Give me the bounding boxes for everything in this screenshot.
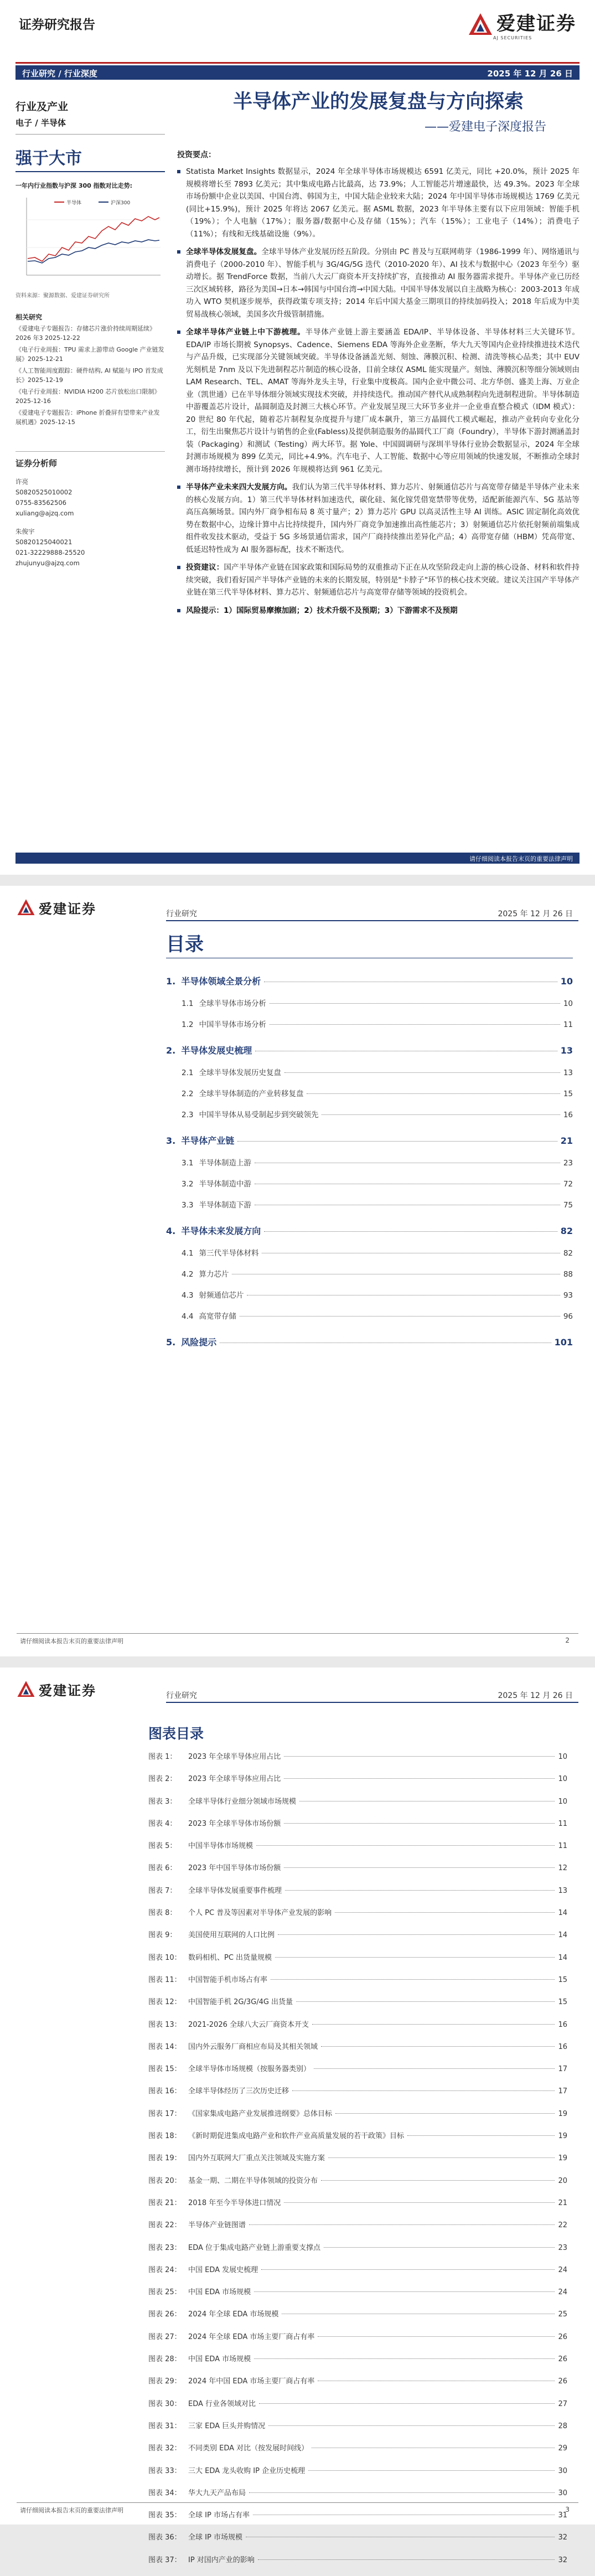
dot-leader xyxy=(308,2470,555,2471)
figure-list-entry[interactable] xyxy=(148,1885,567,1907)
dot-leader xyxy=(261,2269,555,2270)
figure-number: 图表 21： xyxy=(148,2198,182,2207)
figure-label: 中国 EDA 发展史梳理 xyxy=(188,2265,258,2274)
figure-number: 图表 24： xyxy=(148,2265,182,2274)
figure-number: 图表 2： xyxy=(148,1775,177,1784)
figure-label: 全球半导体行业细分领域市场规模 xyxy=(188,1797,297,1806)
related-research-item[interactable]: 《爱建电子专题报告：存储芯片涨价持续周期延续》2026 年3 2025-12-22 xyxy=(15,325,156,342)
brand-logo-icon xyxy=(17,898,35,917)
cover-main xyxy=(177,83,580,869)
dot-leader xyxy=(284,2202,555,2203)
figure-list-entry[interactable] xyxy=(148,2175,567,2197)
figure-page: 24 xyxy=(558,2288,567,2297)
figure-label: 2023 年全球半导体应用占比 xyxy=(188,1775,281,1784)
page-section-label: 行业研究 xyxy=(166,1691,197,1700)
figure-page: 32 xyxy=(558,2533,567,2542)
legal-notice: 请仔细阅读本报告末页的重要法律声明 xyxy=(20,2507,123,2514)
header-red-rule xyxy=(15,62,580,64)
figure-page: 13 xyxy=(558,1886,567,1895)
figure-page: 29 xyxy=(558,2444,567,2453)
bullet-text: 国产半导体产业链在国家政策和国际局势的双重推动下正在从攻坚阶段走向上游的核心设备、材料和软件持续突破，我们看好国产半导体产业链的未来的长期发展，特别是"卡脖子"环节的核心技术突破。建议关注国产半导体产业链在第三代半导体材料、算力芯片、射频通信芯片与高宽带存储等领域的投资机会。 xyxy=(186,563,580,597)
figure-page: 19 xyxy=(558,2109,567,2118)
figure-list-entry[interactable] xyxy=(148,1996,567,2018)
report-title: 半导体产业的发展复盘与方向探索 xyxy=(232,91,524,113)
bullet-square-icon xyxy=(177,566,180,569)
figure-label: 2023 年全球半导体市场份额 xyxy=(188,1819,281,1828)
brand-name: 爱建证券 xyxy=(39,901,96,917)
figure-label: 三大 EDA 龙头收购 IP 企业历史梳理 xyxy=(188,2466,306,2475)
figure-number: 图表 32： xyxy=(148,2444,182,2453)
dot-leader xyxy=(275,1957,555,1958)
figure-label: 半导体产业链图谱 xyxy=(188,2221,246,2230)
figure-list-entry[interactable] xyxy=(148,2063,567,2085)
figure-number: 图表 29： xyxy=(148,2377,182,2386)
toc-entry-section[interactable]: 4.4 高宽带存储 96 xyxy=(182,1312,573,1321)
figure-label: 数码相机、PC 出货量规模 xyxy=(188,1953,272,1962)
report-date: 2025 年 12 月 26 日 xyxy=(487,69,573,79)
figure-label: 全球 IP 市场占有率 xyxy=(188,2511,250,2520)
figure-number: 图表 10： xyxy=(148,1953,182,1962)
dot-leader xyxy=(284,1823,555,1824)
related-research-item[interactable]: 《电子行业周报：TPU 需求上游带动 Google 产业链发展》2025-12-21 xyxy=(15,346,164,363)
figure-label: 华大九天产品布局 xyxy=(188,2489,246,2497)
dot-leader xyxy=(321,2046,555,2047)
figure-list-entry[interactable] xyxy=(148,1974,567,1996)
figure-number: 图表 36： xyxy=(148,2533,182,2542)
analyst-phone: 021-32229888-25520 xyxy=(15,549,85,556)
figure-page: 30 xyxy=(558,2466,567,2475)
figure-page: 26 xyxy=(558,2377,567,2386)
table-of-contents xyxy=(166,969,573,1348)
legend-csi300: 沪深300 xyxy=(111,200,131,206)
key-point-bullet xyxy=(177,166,580,240)
dot-leader xyxy=(258,2559,555,2560)
figure-page: 26 xyxy=(558,2332,567,2341)
figure-number: 图表 9： xyxy=(148,1931,177,1940)
figure-number: 图表 31： xyxy=(148,2422,182,2430)
figure-page: 25 xyxy=(558,2310,567,2319)
analyst-name: 许亮 xyxy=(15,478,28,486)
toc-entry-section[interactable]: 1.1 全球半导体市场分析 10 xyxy=(182,999,573,1008)
figure-label: 全球半导体市场规模（按服务器类别） xyxy=(188,2065,311,2074)
figure-label: 2023 年中国半导体市场份额 xyxy=(188,1864,281,1873)
figure-page: 32 xyxy=(558,2556,567,2564)
figure-page: 24 xyxy=(558,2265,567,2274)
figure-list-entry[interactable] xyxy=(148,2085,567,2107)
brand-logo xyxy=(17,1680,96,1699)
figure-number: 图表 13： xyxy=(148,2020,182,2029)
figure-list-entry[interactable] xyxy=(148,2420,567,2442)
dot-leader xyxy=(335,1912,555,1913)
report-subtitle: ——爱建电子深度报告 xyxy=(424,120,546,134)
figure-list-entry[interactable] xyxy=(148,2375,567,2397)
figure-number: 图表 16： xyxy=(148,2087,182,2096)
dot-leader xyxy=(296,2001,555,2002)
toc-entry-section[interactable]: 2.3 中国半导体从易受制起步到突破领先 16 xyxy=(182,1111,573,1119)
figure-list-page xyxy=(0,1668,595,2564)
page-date: 2025 年 12 月 26 日 xyxy=(498,1691,573,1700)
figure-list-entry[interactable] xyxy=(148,1907,567,1929)
brand-tagline: AJ SECURITIES xyxy=(493,35,532,40)
figure-label: 中国半导体市场规模 xyxy=(188,1842,253,1851)
figure-number: 图表 1： xyxy=(148,1753,177,1761)
figure-label: 2024 年全球 EDA 市场规模 xyxy=(188,2310,279,2319)
figure-list-title: 图表目录 xyxy=(148,1726,204,1742)
dot-leader xyxy=(256,1845,555,1846)
mini-chart-source: 资料来源：聚源数据、爱建证券研究所 xyxy=(15,293,110,299)
bullet-lead: 风险提示：1）国际贸易摩擦加剧；2）技术升级不及预期；3）下游需求不及预期 xyxy=(186,606,458,615)
figure-list-entry[interactable] xyxy=(148,2554,567,2576)
figure-list-entry[interactable] xyxy=(148,2108,567,2130)
figure-number: 图表 22： xyxy=(148,2221,182,2230)
analyst-phone: 0755-83562506 xyxy=(15,499,66,507)
analyst-heading: 证券分析师 xyxy=(15,451,165,469)
figure-page: 14 xyxy=(558,1931,567,1940)
toc-entry-section[interactable]: 4.1 第三代半导体材料 82 xyxy=(182,1249,573,1258)
header-rule xyxy=(166,1702,578,1703)
dot-leader xyxy=(321,2180,555,2181)
figure-list-entry[interactable] xyxy=(148,2465,567,2487)
figure-number: 图表 5： xyxy=(148,1842,177,1851)
page-date: 2025 年 12 月 26 日 xyxy=(498,910,573,918)
toc-entry-section[interactable]: 3.1 半导体制造上游 23 xyxy=(182,1159,573,1168)
brand-logo xyxy=(17,898,96,917)
figure-page: 11 xyxy=(558,1842,567,1851)
analyst-cert: S0820125040021 xyxy=(15,538,73,546)
report-cover-page xyxy=(0,0,595,875)
bullet-lead: 全球半导体产业链上中下游梳理。 xyxy=(186,328,306,337)
page-number: 3 xyxy=(565,2506,570,2513)
bullet-lead: 全球半导体发展复盘。 xyxy=(186,247,262,256)
figure-label: 2021-2026 全球八大云厂商资本开支 xyxy=(188,2020,309,2029)
figure-list-entry[interactable] xyxy=(148,2041,567,2063)
figure-list-entry[interactable] xyxy=(148,1862,567,1884)
figure-label: 不同类别 EDA 对比（按发展时间线） xyxy=(188,2444,309,2453)
figure-list-entry[interactable] xyxy=(148,1751,567,1773)
analyst-card xyxy=(15,526,165,569)
analyst-cert: S0820525010002 xyxy=(15,488,73,496)
figure-page: 14 xyxy=(558,1953,567,1962)
bullet-text: Statista Market Insights 数据显示，2024 年全球半导体市场规模达 6591 亿美元，同比 +20.0%，预计 2025 年规模将增长至 7893 亿美元；其中集成电路占比最高，达 73.9%；人工智能芯片增速最快，达 49.3%。2023 年全球市场份额中企业以美国、中国台湾、韩国为主，中国大陆企业较来大陆；2024 年中国半导体市场规模达 1769 亿美元(同比+15.9%)，预计 2025 年将达 2067 亿美元。据 ASML 数据，2023 年半导体主要有以下应用领域：智能手机（19%）；个人电脑（17%）；服务器/数据中心及存储（15%）；汽车（15%）；工业电子（14%）；消费电子（11%）；有线和无线基础设施（9%）。 xyxy=(186,167,580,239)
dot-leader xyxy=(407,2135,555,2136)
toc-entry-chapter[interactable]: 5. 风险提示 101 xyxy=(166,1337,573,1348)
figure-list xyxy=(148,1751,567,2576)
related-research-heading: 相关研究 xyxy=(15,313,43,321)
analyst-name: 朱俊宇 xyxy=(15,528,35,535)
figure-label: 《新时期促进集成电路产业和软件产业高质量发展的若干政策》目标 xyxy=(188,2132,405,2141)
toc-entry-section[interactable]: 3.3 半导体制造下游 75 xyxy=(182,1201,573,1210)
brand-name: 爱建证券 xyxy=(39,1682,96,1699)
figure-label: 2024 年全球 EDA 市场主要厂商占有率 xyxy=(188,2332,315,2341)
figure-label: 2023 年全球半导体应用占比 xyxy=(188,1753,281,1761)
toc-entry-chapter[interactable]: 3. 半导体产业链 21 xyxy=(166,1135,573,1146)
sector-sub: 电子 / 半导体 xyxy=(15,117,165,135)
figure-page: 17 xyxy=(558,2065,567,2074)
toc-page xyxy=(0,886,595,1656)
figure-list-entry[interactable] xyxy=(148,2331,567,2353)
figure-list-entry[interactable] xyxy=(148,2286,567,2308)
figure-list-entry[interactable] xyxy=(148,2197,567,2219)
figure-number: 图表 33： xyxy=(148,2466,182,2475)
figure-number: 图表 6： xyxy=(148,1864,177,1873)
dot-leader xyxy=(284,1867,555,1868)
figure-number: 图表 20： xyxy=(148,2176,182,2185)
related-research-item[interactable]: 《人工智能周度跟踪：硬件结构, AI 赋能与 IPO 首发成长》2025-12-19 xyxy=(15,367,163,384)
figure-label: 三家 EDA 巨头并购情况 xyxy=(188,2422,266,2430)
toc-entry-section[interactable]: 4.2 算力芯片 88 xyxy=(182,1270,573,1279)
toc-entry-chapter[interactable]: 2. 半导体发展史梳理 13 xyxy=(166,1045,573,1056)
figure-number: 图表 19： xyxy=(148,2154,182,2163)
analyst-email[interactable]: xuliang@ajzq.com xyxy=(15,509,74,517)
legal-notice: 请仔细阅读本报告末页的重要法律声明 xyxy=(20,1638,123,1645)
figure-list-entry[interactable] xyxy=(148,2264,567,2286)
figure-page: 30 xyxy=(558,2489,567,2497)
figure-label: 中国智能手机市场占有率 xyxy=(188,1975,268,1984)
figure-page: 20 xyxy=(558,2176,567,2185)
toc-entry-section[interactable]: 2.1 全球半导体发展历史复盘 13 xyxy=(182,1068,573,1077)
bullet-square-icon xyxy=(177,486,180,489)
key-point-bullet xyxy=(177,605,580,617)
figure-page: 27 xyxy=(558,2399,567,2408)
figure-page: 22 xyxy=(558,2221,567,2230)
figure-page: 15 xyxy=(558,1998,567,2007)
cover-header xyxy=(0,0,595,61)
cover-sidebar xyxy=(15,83,165,869)
figure-number: 图表 23： xyxy=(148,2243,182,2252)
figure-page: 31 xyxy=(558,2511,567,2520)
figure-page: 14 xyxy=(558,1909,567,1918)
brand-logo xyxy=(468,8,576,41)
analyst-card xyxy=(15,477,165,519)
brand-logo-icon xyxy=(468,12,493,37)
brand-name: 爱建证券 xyxy=(496,13,576,35)
figure-list-entry[interactable] xyxy=(148,1818,567,1840)
figure-label: 全球 IP 市场规模 xyxy=(188,2533,242,2542)
figure-number: 图表 26： xyxy=(148,2310,182,2319)
index-comparison-chart xyxy=(15,192,165,286)
figure-label: 中国智能手机 2G/3G/4G 出货量 xyxy=(188,1998,293,2007)
figure-label: 基金一期、二期在半导体领域的投资分布 xyxy=(188,2176,318,2185)
figure-page: 15 xyxy=(558,1975,567,1984)
figure-list-entry[interactable] xyxy=(148,2398,567,2420)
figure-list-entry[interactable] xyxy=(148,2509,567,2531)
dot-leader xyxy=(249,2224,555,2225)
footer-rule xyxy=(17,1633,578,1634)
toc-title: 目录 xyxy=(166,933,204,956)
dot-leader xyxy=(254,2358,555,2359)
figure-label: 国内外互联网大厂重点关注领域及实施方案 xyxy=(188,2154,325,2163)
key-point-bullet xyxy=(177,326,580,476)
figure-number: 图表 37： xyxy=(148,2556,182,2564)
report-type-label: 证券研究报告 xyxy=(19,18,95,32)
header-rule xyxy=(166,920,578,921)
bullet-square-icon xyxy=(177,170,180,173)
cover-footer xyxy=(15,853,580,864)
figure-page: 28 xyxy=(558,2422,567,2430)
related-research-item[interactable]: 《爱建电子专题报告：iPhone 折叠屏有望带来产业发展机遇》2025-12-15 xyxy=(15,409,160,426)
figure-number: 图表 8： xyxy=(148,1909,177,1918)
toc-entry-section[interactable]: 3.2 半导体制造中游 72 xyxy=(182,1180,573,1189)
figure-number: 图表 7： xyxy=(148,1886,177,1895)
figure-list-entry[interactable] xyxy=(148,2353,567,2375)
bullet-square-icon xyxy=(177,331,180,334)
related-research-item[interactable]: 《电子行业周报：NVIDIA H200 芯片放松出口限制》2025-12-16 xyxy=(15,388,161,405)
dot-leader xyxy=(314,2068,555,2069)
dot-leader xyxy=(324,2247,555,2248)
dot-leader xyxy=(284,1756,555,1757)
figure-page: 23 xyxy=(558,2243,567,2252)
figure-list-entry[interactable] xyxy=(148,1795,567,1818)
figure-list-entry[interactable] xyxy=(148,2219,567,2241)
investment-rating: 强于大市 xyxy=(15,144,165,172)
toc-entry-section[interactable]: 1.2 中国半导体市场分析 11 xyxy=(182,1020,573,1029)
toc-entry-section[interactable]: 4.3 射频通信芯片 93 xyxy=(182,1291,573,1300)
category-band xyxy=(15,65,580,80)
sector-label: 行业及产业 xyxy=(15,101,69,113)
toc-entry-chapter[interactable]: 1. 半导体领域全景分析 10 xyxy=(166,976,573,987)
figure-list-entry[interactable] xyxy=(148,1840,567,1862)
figure-number: 图表 35： xyxy=(148,2511,182,2520)
dot-leader xyxy=(318,2336,555,2337)
figure-page: 21 xyxy=(558,2198,567,2207)
key-points-heading: 投资要点： xyxy=(177,151,216,159)
figure-list-entry[interactable] xyxy=(148,2487,567,2509)
dot-leader xyxy=(284,1778,555,1779)
dot-leader xyxy=(312,2024,555,2025)
toc-entry-chapter[interactable]: 4. 半导体未来发展方向 82 xyxy=(166,1226,573,1236)
figure-number: 图表 28： xyxy=(148,2355,182,2364)
figure-list-entry[interactable] xyxy=(148,1929,567,1951)
bullet-lead: 投资建议： xyxy=(186,563,224,572)
figure-page: 10 xyxy=(558,1775,567,1784)
legal-notice: 请仔细阅读本报告末页的重要法律声明 xyxy=(469,855,573,863)
figure-number: 图表 3： xyxy=(148,1797,177,1806)
mini-chart-title: 一年内行业指数与沪深 300 指数对比走势: xyxy=(15,182,133,189)
key-point-bullet xyxy=(177,246,580,321)
figure-label: 个人 PC 普及等因素对半导体产业发展的影响 xyxy=(188,1909,332,1918)
figure-label: EDA 位于集成电路产业链上游重要支撑点 xyxy=(188,2243,321,2252)
figure-page: 11 xyxy=(558,1819,567,1828)
figure-number: 图表 18： xyxy=(148,2132,182,2141)
figure-list-entry[interactable] xyxy=(148,1773,567,1795)
dot-leader xyxy=(249,2492,555,2493)
figure-page: 10 xyxy=(558,1753,567,1761)
dot-leader xyxy=(278,1934,555,1935)
figure-list-entry[interactable] xyxy=(148,2242,567,2264)
figure-list-entry[interactable] xyxy=(148,2308,567,2330)
figure-page: 19 xyxy=(558,2132,567,2141)
dot-leader xyxy=(271,1979,555,1980)
figure-number: 图表 12： xyxy=(148,1998,182,2007)
figure-page: 17 xyxy=(558,2087,567,2096)
figure-list-entry[interactable] xyxy=(148,2130,567,2152)
figure-number: 图表 30： xyxy=(148,2399,182,2408)
figure-list-entry[interactable] xyxy=(148,2019,567,2041)
figure-page: 10 xyxy=(558,1797,567,1806)
page-number: 2 xyxy=(565,1637,570,1644)
footer-rule xyxy=(17,2502,578,2503)
figure-label: 国内外云服务厂商相应布局及其相关领域 xyxy=(188,2042,318,2051)
figure-list-entry[interactable] xyxy=(148,2152,567,2174)
figure-list-entry[interactable] xyxy=(148,2531,567,2553)
figure-label: 美国使用互联网的人口比例 xyxy=(188,1931,275,1940)
figure-label: EDA 行业各领域对比 xyxy=(188,2399,256,2408)
figure-page: 12 xyxy=(558,1864,567,1873)
figure-label: 中国 EDA 市场规模 xyxy=(188,2355,251,2364)
key-point-bullet xyxy=(177,481,580,556)
figure-list-entry[interactable] xyxy=(148,2442,567,2464)
figure-number: 图表 25： xyxy=(148,2288,182,2297)
figure-number: 图表 15： xyxy=(148,2065,182,2074)
bullet-text: 半导体产业链上游主要涵盖 EDA/IP、半导体设备、半导体材料三大关键环节。EDA/IP 市场长期被 Synopsys、Cadence、Siemens EDA 等海外企业垄断，华大九天等国内企业持续推进技术迭代与产品升级，已实现部分关键领域突破。半导体设备涵盖光刻、刻蚀、薄膜沉积、检测、清洗等核心品类；其中 EUV 光刻机是 7nm 及以下先进制程芯片制造的核心设备，目前全球仅 ASML 能实现量产。刻蚀、薄膜沉积等细分领域则由 LAM Research、TEL、AMAT 等海外龙头主导，行业集中度极高。国内企业中微公司、北方华创、盛美上海、万业企业（凯世通）已在半导体细分领域实现技术突破，并持续迭代。推动国产替代从成熟制程向先进制程进阶。半导体制造中游覆盖芯片设计，晶圆制造及封测三大核心环节。产业发展呈现三大环节多业并一企业垂直整合模式（IDM 模式）：20 世纪 80 年代起，随着芯片制程复杂度提升与建厂成本飙升，第三方晶圆代工模式崛起，推动产业转向专业化分工，衍生出聚焦芯片设计与销售的企业(Fabless)及提供制造服务的晶圆代工厂商（Foundry），半导体下游封测涵盖封装（Packaging）和测试（Testing）两大环节。据 Yole、中国圆调研与深圳半导体行业协会数据显示，2024 年全球封测市场规模为 899 亿美元，同比+4.9%。汽车电子、人工智能、数据中心等应用领域的快速发展，不断推动全球封测市场持续增长，预计到 2026 年规模将达到 961 亿美元。 xyxy=(186,328,580,474)
key-point-bullet xyxy=(177,561,580,599)
toc-entry-section[interactable]: 2.2 全球半导体制造的产业转移复盘 15 xyxy=(182,1090,573,1098)
figure-page: 19 xyxy=(558,2154,567,2163)
dot-leader xyxy=(259,2403,555,2404)
dot-leader xyxy=(292,2090,555,2091)
bullet-text: 全球半导体产业发展历经五阶段。分别由 PC 普及与互联网萌芽（1986-1999 年）、网络通讯与消费电子（2000-2010 年）、智能手机与 3G/4G/5G 迭代（2010-2020 年）、AI 技术与数据中心（2023 年至今）驱动增长。据 TrendForce 数据，当前八大云厂商资本开支持续扩容，直接推动 AI 服务器需求提升。半导体产业已历经三次区域转移，路径为美国→日本→韩国与中国台湾→中国大陆。中国半导体发展以自主战略为核心：2003-2013 年成功入 WTO 契机逐步规举，获得政策专项支持；2014 年后中国大基金三期项目的持续加码投入；2018 年后成为中美贸易战核心领域，美国多次升级管制措施。 xyxy=(186,247,580,319)
dot-leader xyxy=(268,2425,555,2426)
figure-label: 全球半导体经历了三次历史迁移 xyxy=(188,2087,289,2096)
bullet-lead: 半导体产业未来四大发展方向。 xyxy=(186,483,292,492)
figure-number: 图表 11： xyxy=(148,1975,182,1984)
bullet-text: 我们认为第三代半导体材料、算力芯片、射频通信芯片与高宽带存储是半导体产业未来的核心发展方向。1）第三代半导体材料加速迭代，碳化硅、氮化镓凭借宽禁带等优势，适配新能源汽车、5G 基站等高压高频场景。国内外厂商争相布局 8 英寸量产；2）算力芯片 GPU 以高灵活性主导 AI 训练。ASIC 固定制化高效优势在数据中心，边缘计算中占比持续提升，国内外厂商竞争加速推出高性能芯片；3）射频通信芯片依托射频前端集成组件收发技术驱动，受益于 5G 多场景通信需求，国产厂商持续推出差异化产品；4）高带宽存储（HBM）凭高带宽、低延迟特性成为 AI 服务器标配，技术不断迭代。 xyxy=(186,483,580,554)
dot-leader xyxy=(285,1890,555,1891)
page-section-label: 行业研究 xyxy=(166,910,197,918)
figure-label: IP 对国内产业的影响 xyxy=(188,2556,255,2564)
figure-page: 16 xyxy=(558,2020,567,2029)
figure-label: 全球半导体发展重要事件梳理 xyxy=(188,1886,282,1895)
dot-leader xyxy=(254,2291,555,2292)
dot-leader xyxy=(335,2113,555,2114)
figure-label: 中国 EDA 市场规模 xyxy=(188,2288,251,2297)
legend-semiconductor: 半导体 xyxy=(66,200,82,206)
dot-leader xyxy=(328,2157,555,2158)
figure-page: 26 xyxy=(558,2355,567,2364)
brand-logo-icon xyxy=(17,1680,35,1699)
figure-label: 2024 年中国 EDA 市场主要厂商占有率 xyxy=(188,2377,315,2386)
figure-label: 《国家集成电路产业发展推进纲要》总体目标 xyxy=(188,2109,333,2118)
figure-number: 图表 17： xyxy=(148,2109,182,2118)
figure-page: 16 xyxy=(558,2042,567,2051)
figure-list-entry[interactable] xyxy=(148,1952,567,1974)
figure-number: 图表 4： xyxy=(148,1819,177,1828)
figure-number: 图表 14： xyxy=(148,2042,182,2051)
category-label: 行业研究 / 行业深度 xyxy=(22,69,97,79)
analyst-email[interactable]: zhujunyu@ajzq.com xyxy=(15,559,80,567)
bullet-square-icon xyxy=(177,250,180,254)
figure-label: 2018 年至今半导体进口情况 xyxy=(188,2198,281,2207)
figure-number: 图表 34： xyxy=(148,2489,182,2497)
bullet-square-icon xyxy=(177,609,180,612)
figure-number: 图表 27： xyxy=(148,2332,182,2341)
